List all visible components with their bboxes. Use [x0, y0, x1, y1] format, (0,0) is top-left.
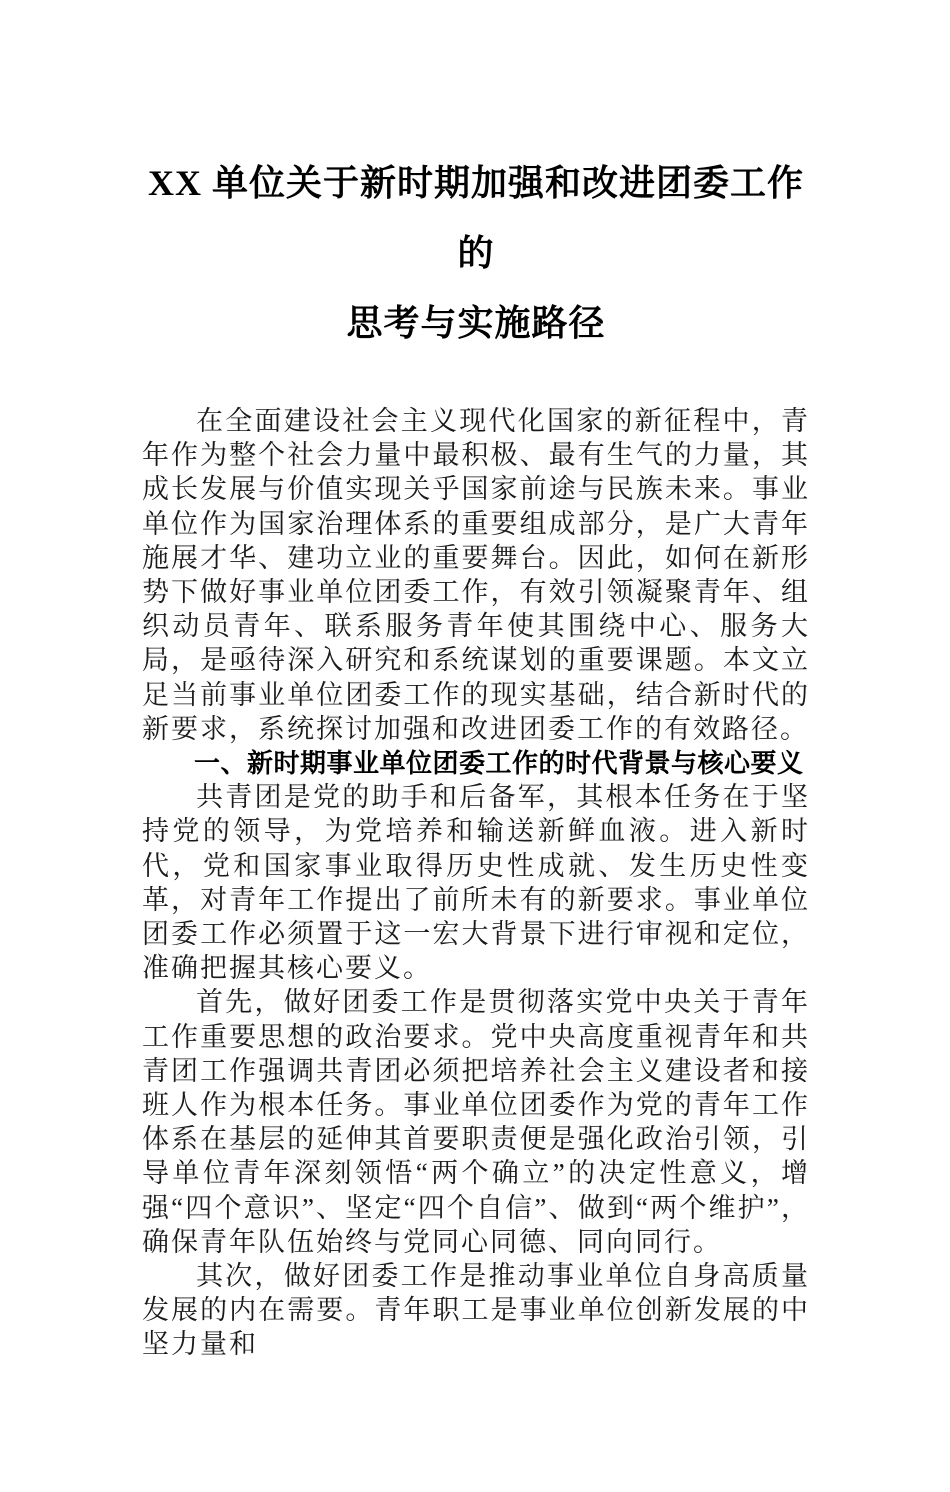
document-title [142, 148, 810, 358]
section-1-paragraph-1: 共青团是党的助手和后备军，其根本任务在于坚持党的领导，为党培养和输送新鲜血液。进入新时代，党和国家事业取得历史性成就、发生历史性变革，对青年工作提出了前所未有的新要求。事业单位团委工作必须置于这一宏大背景下进行审视和定位，准确把握其核心要义。 [142, 782, 810, 984]
section-1-heading: 一、新时期事业单位团委工作的时代背景与核心要义 [194, 748, 804, 779]
page-content [0, 148, 950, 1362]
document-page [0, 148, 950, 1492]
document-title-line2: 思考与实施路径 [346, 303, 606, 343]
intro-paragraph: 在全面建设社会主义现代化国家的新征程中，青年作为整个社会力量中最积极、最有生气的力量，其成长发展与价值实现关乎国家前途与民族未来。事业单位作为国家治理体系的重要组成部分，是广大青年施展才华、建功立业的重要舞台。因此，如何在新形势下做好事业单位团委工作，有效引领凝聚青年、组织动员青年、联系服务青年使其围绕中心、服务大局，是亟待深入研究和系统谋划的重要课题。本文立足当前事业单位团委工作的现实基础，结合新时代的新要求，系统探讨加强和改进团委工作的有效路径。 [142, 406, 810, 744]
document-body [142, 404, 810, 1362]
section-1-paragraph-3: 其次，做好团委工作是推动事业单位自身高质量发展的内在需要。青年职工是事业单位创新发展的中坚力量和 [142, 1261, 810, 1360]
section-1-paragraph-2: 首先，做好团委工作是贯彻落实党中央关于青年工作重要思想的政治要求。党中央高度重视青年和共青团工作强调共青团必须把培养社会主义建设者和接班人作为根本任务。事业单位团委作为党的青年工作体系在基层的延伸其首要职责便是强化政治引领，引导单位青年深刻领悟“两个确立”的决定性意义，增强“四个意识”、坚定“四个自信”、做到“两个维护”，确保青年队伍始终与党同心同德、同向同行。 [142, 987, 810, 1257]
document-title-line1: XX 单位关于新时期加强和改进团委工作的 [148, 163, 804, 273]
